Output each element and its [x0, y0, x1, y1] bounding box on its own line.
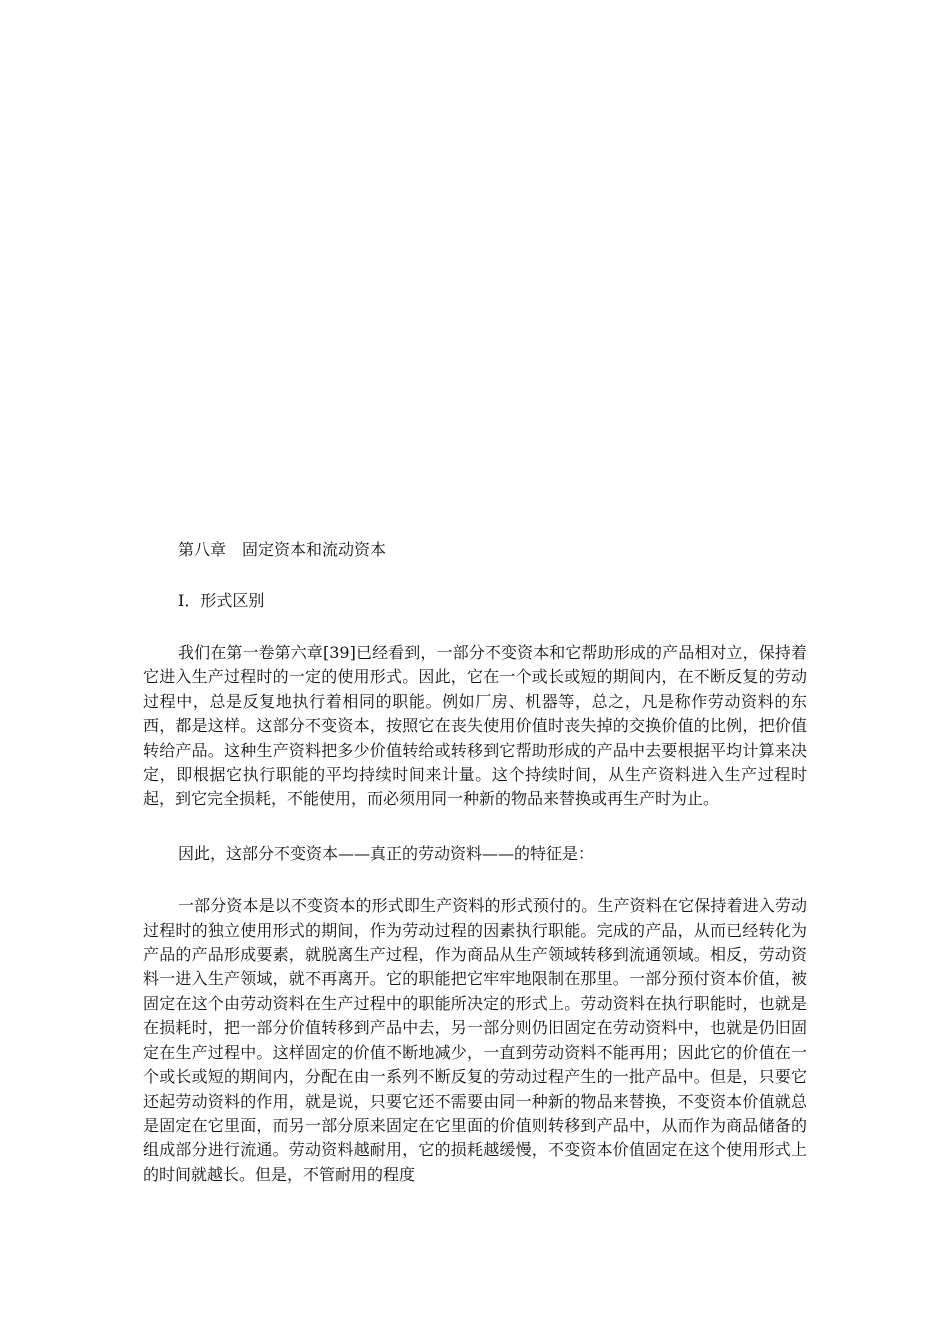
section-title: Ⅰ．形式区别	[178, 591, 265, 610]
paragraph: 一部分资本是以不变资本的形式即生产资料的形式预付的。生产资料在它保持着进入劳动过程时的独立使用形式的期间，作为劳动过程的因素执行职能。完成的产品，从而已经转化为产品的产品形成要素，就脱离生产过程，作为商品从生产领域转移到流通领域。相反，劳动资料一进入生产领域，就不再离开。它的职能把它牢牢地限制在那里。一部分预付资本价值，被固定在这个由劳动资料在生产过程中的职能所决定的形式上。劳动资料在执行职能时，也就是在损耗时，把一部分价值转移到产品中去，另一部分则仍旧固定在劳动资料中，也就是仍旧固定在生产过程中。这样固定的价值不断地减少，一直到劳动资料不能再用；因此它的价值在一个或长或短的期间内，分配在由一系列不断反复的劳动过程产生的一批产品中。但是，只要它还起劳动资料的作用，就是说，只要它还不需要由同一种新的物品来替换，不变资本价值就总是固定在它里面，而另一部分原来固定在它里面的价值则转移到产品中，从而作为商品储备的组成部分进行流通。劳动资料越耐用，它的损耗越缓慢，不变资本价值固定在这个使用形式上的时间就越长。但是，不管耐用的程度	[143, 896, 807, 1184]
document-body	[143, 538, 807, 1187]
chapter-title: 第八章 固定资本和流动资本	[178, 540, 387, 559]
paragraph: 我们在第一卷第六章[39]已经看到，一部分不变资本和它帮助形成的产品相对立，保持着它进入生产过程时的一定的使用形式。因此，它在一个或长或短的期间内，在不断反复的劳动过程中，总是反复地执行着相同的职能。例如厂房、机器等，总之，凡是称作劳动资料的东西，都是这样。这部分不变资本，按照它在丧失使用价值时丧失掉的交换价值的比例，把价值转给产品。这种生产资料把多少价值转给或转移到它帮助形成的产品中去要根据平均计算来决定，即根据它执行职能的平均持续时间来计量。这个持续时间，从生产资料进入生产过程时起，到它完全损耗，不能使用，而必须用同一种新的物品来替换或再生产时为止。	[143, 643, 807, 809]
paragraph: 因此，这部分不变资本——真正的劳动资料——的特征是：	[178, 843, 595, 863]
